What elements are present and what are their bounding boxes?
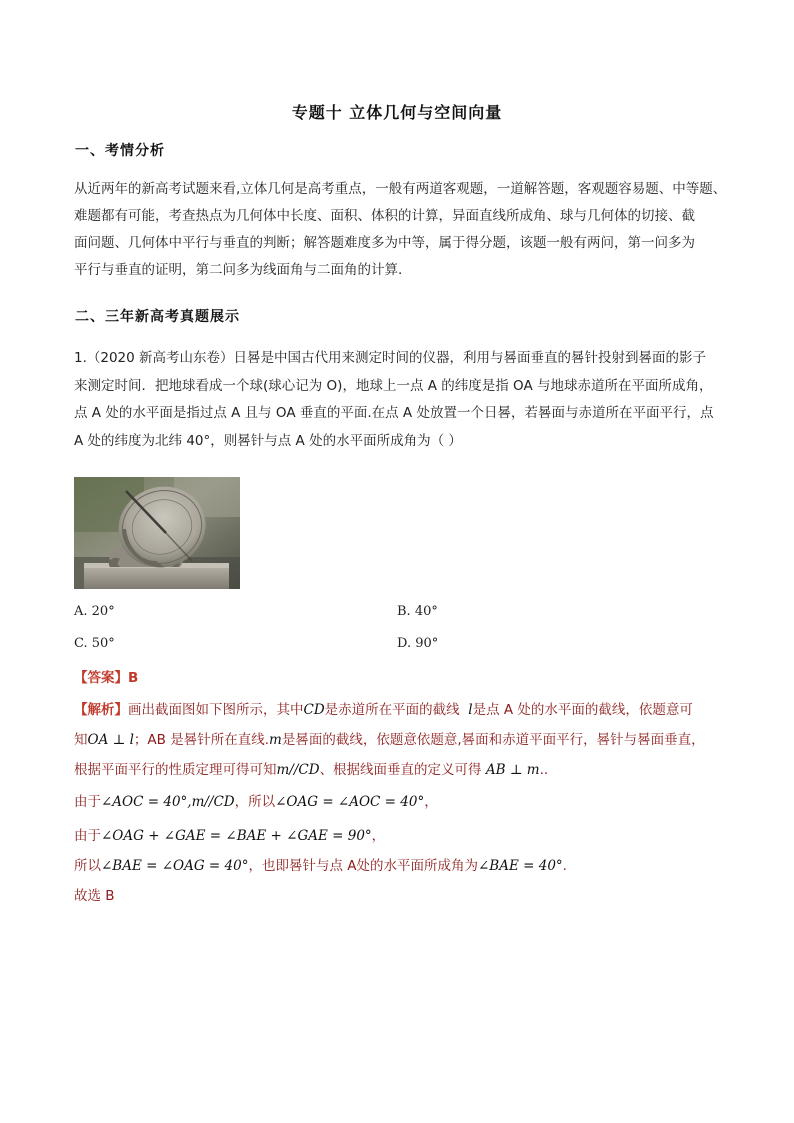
- analysis-paragraph: [74, 176, 727, 284]
- solution-line-7: 故选 B: [74, 888, 115, 904]
- solution-text: 是赤道所在平面的截线: [324, 702, 460, 718]
- question-line: 来测定时间．把地球看成一个球(球心记为 O)，地球上一点 A 的纬度是指 OA 与地球赤道所在平面所成角，: [74, 377, 713, 394]
- answer-value: B: [128, 670, 139, 686]
- solution-line-5: [74, 824, 734, 854]
- math-expression: m: [269, 732, 282, 748]
- sundial-photo: [74, 477, 240, 589]
- math-expression: OA ⊥ l: [87, 732, 134, 748]
- math-expression: ∠OAG = ∠AOC = 40°: [275, 794, 425, 810]
- solution-text: 画出截面图如下图所示，其中: [128, 702, 304, 718]
- analysis-line: 平行与垂直的证明，第二问多为线面角与二面角的计算.: [74, 262, 403, 278]
- option-d: D. 90°: [397, 636, 439, 651]
- solution-text: ，: [424, 794, 438, 810]
- answer-line: [74, 666, 734, 686]
- math-expression: CD: [303, 702, 325, 718]
- math-expression: AB ⊥ m: [485, 762, 540, 778]
- solution-text: .: [562, 858, 567, 874]
- solution-text: ，也即晷针与点 A处的水平面所成角为: [248, 858, 478, 874]
- option-a: A. 20°: [74, 604, 115, 619]
- solution-text: ..: [539, 762, 549, 778]
- option-b: B. 40°: [397, 604, 438, 619]
- math-expression: m//CD: [276, 762, 320, 778]
- option-c: C. 50°: [74, 636, 115, 651]
- question-text: [74, 345, 726, 455]
- analysis-line: 难题都有可能，考查热点为几何体中长度、面积、体积的计算，异面直线所成角、球与几何体的切接、截: [74, 208, 695, 224]
- question-line: 1.（2020 新高考山东卷）日晷是中国古代用来测定时间的仪器，利用与晷面垂直的晷针投射到晷面的影子: [74, 350, 707, 366]
- math-expression: ∠OAG + ∠GAE = ∠BAE + ∠GAE = 90°: [101, 828, 372, 844]
- solution-text: ；AB 是晷针所在直线.: [133, 732, 270, 748]
- math-expression: l: [468, 702, 473, 718]
- question-line: 点 A 处的水平面是指过点 A 且与 OA 垂直的平面.在点 A 处放置一个日晷，若晷面与赤道所在平面平行，点: [74, 405, 714, 421]
- analysis-line: 从近两年的新高考试题来看,立体几何是高考重点，一般有两道客观题，一道解答题，客观题容易题、中等题、: [74, 181, 727, 197]
- solution-text: 由于: [74, 828, 101, 844]
- analysis-line: 面问题、几何体中平行与垂直的判断；解答题难度多为中等，属于得分题，该题一般有两问，第一问多为: [74, 235, 695, 251]
- solution-text: 知: [74, 732, 88, 748]
- solution-line-4: [74, 790, 734, 824]
- solution-text: 是点 A 处的水平面的截线，依题意可: [472, 702, 693, 718]
- page-title: 专题十 立体几何与空间向量: [291, 103, 503, 122]
- math-expression: ∠BAE = ∠OAG = 40°: [101, 858, 249, 874]
- section-heading-analysis: 一、考情分析: [75, 143, 165, 159]
- solution-text: 由于: [74, 794, 101, 810]
- solution-line-1: [74, 698, 734, 728]
- math-expression: ∠AOC = 40°,m//CD: [101, 794, 235, 810]
- solution-line-3: [74, 758, 734, 790]
- solution-text: ，所以: [234, 794, 276, 810]
- question-line: A 处的纬度为北纬 40°，则晷针与点 A 处的水平面所成角为（ ）: [74, 432, 462, 449]
- solution-text: 、根据线面垂直的定义可得: [319, 762, 482, 778]
- solution-line-6: [74, 854, 734, 884]
- solution-text: ，: [371, 828, 386, 844]
- solution-block: [74, 698, 734, 914]
- solution-line-2: [74, 728, 734, 758]
- answer-tag: 【答案】: [74, 670, 128, 686]
- math-expression: ∠BAE = 40°: [478, 858, 563, 874]
- solution-text: 是晷面的截线，依题意依题意,晷面和赤道平面平行，晷针与晷面垂直，: [281, 732, 705, 748]
- solution-text: 根据平面平行的性质定理可得可知: [74, 762, 277, 778]
- solution-tag: 【解析】: [74, 702, 128, 718]
- solution-text: 所以: [74, 858, 101, 874]
- section-heading-exam-questions: 二、三年新高考真题展示: [75, 309, 240, 325]
